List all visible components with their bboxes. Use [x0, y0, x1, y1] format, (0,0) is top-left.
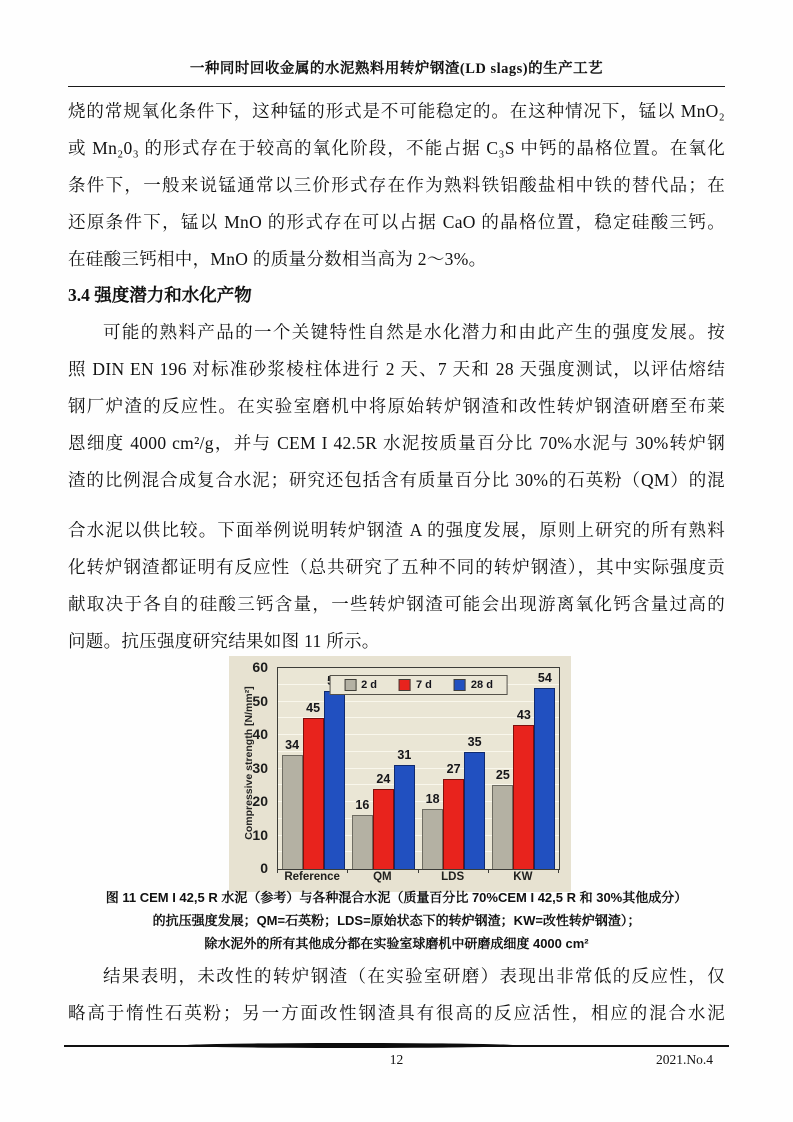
bar-value-label: 35 [467, 734, 482, 749]
x-axis-tick [347, 869, 348, 873]
x-axis-label-kw: KW [513, 871, 533, 883]
chart-legend [329, 675, 508, 695]
legend-label: 2 d [361, 679, 377, 691]
bar-value-label: 45 [306, 701, 321, 716]
figure-11-caption [40, 886, 753, 955]
bar-value-label: 18 [425, 791, 440, 806]
x-axis-label-reference: Reference [284, 871, 340, 883]
bar-slot [352, 668, 373, 869]
y-axis-title: Compressive strength [N/mm²] [243, 686, 255, 840]
y-axis-tick-label: 0 [260, 860, 268, 876]
bar-28d-qm [394, 765, 415, 869]
page-number: 12 [389, 1052, 404, 1067]
legend-entry [344, 679, 377, 691]
text-line: 合水泥以供比较。下面举例说明转炉钢渣 A 的强度发展，原则上研究的所有熟料 [68, 520, 725, 540]
x-axis-label-lds: LDS [441, 871, 465, 883]
text-line: 化转炉钢渣都证明有反应性（总共研究了五种不同的转炉钢渣），其中实际强度贡 [68, 557, 725, 577]
bar-2d-lds [422, 809, 443, 869]
x-axis-label-qm: QM [373, 871, 392, 883]
bar-slot [513, 668, 534, 869]
legend-swatch-icon [399, 679, 411, 691]
paragraph-manganese [68, 93, 725, 278]
bar-slot [464, 668, 485, 869]
y-axis-tick-labels [229, 659, 273, 876]
text-line: 恩细度 4000 cm²/g，并与 CEM I 42.5R 水泥按质量百分比 70%水泥与 30%转炉钢 [68, 433, 725, 453]
bar-28d-lds [464, 752, 485, 869]
bar-2d-kw [492, 785, 513, 869]
issue-number: 2021.No.4 [656, 1052, 713, 1067]
bar-value-label: 24 [376, 771, 391, 786]
bar-slot [303, 668, 324, 869]
bar-7d-kw [513, 725, 534, 869]
bar-group-kw [489, 668, 559, 869]
text-line: 可能的熟料产品的一个关键特性自然是水化潜力和由此产生的强度发展。按 [103, 322, 725, 342]
y-axis-tick-label: 40 [252, 726, 268, 743]
bar-7d-reference [303, 718, 324, 869]
x-axis-tick [488, 869, 489, 873]
bar-slot [443, 668, 464, 869]
text-line: 的抗压强度发展；QM=石英粉；LDS=原始状态下的转炉钢渣；KW=改性转炉钢渣）； [152, 913, 641, 928]
x-axis-tick [277, 869, 278, 873]
bar-group-reference [278, 668, 348, 869]
text-line: 问题。抗压强度研究结果如图 11 所示。 [68, 631, 380, 651]
figure-11-bar-chart [229, 656, 571, 892]
bar-value-label: 25 [495, 768, 510, 783]
bar-value-label: 16 [355, 798, 370, 813]
text-line: 渣的比例混合成复合水泥；研究还包括含有质量百分比 30%的石英粉（QM）的混 [68, 470, 725, 490]
footer [68, 1052, 725, 1072]
legend-swatch-icon [344, 679, 356, 691]
bar-slot [394, 668, 415, 869]
legend-label: 28 d [470, 679, 493, 691]
bar-slot [282, 668, 303, 869]
running-head-title: 一种同时回收金属的水泥熟料用转炉钢渣(LD slags)的生产工艺 [189, 61, 604, 77]
text-line: 除水泥外的所有其他成分都在实验室球磨机中研磨成细度 4000 cm² [204, 936, 589, 951]
text-line: 钢厂炉渣的反应性。在实验室磨机中将原始转炉钢渣和改性转炉钢渣研磨至布莱 [68, 396, 725, 416]
text-line: 图 11 CEM I 42,5 R 水泥（参考）与各种混合水泥（质量百分比 70%CEM I 42,5 R 和 30%其他成分） [105, 890, 688, 905]
text-line: 还原条件下，锰以 MnO 的形式存在可以占据 CaO 的晶格位置，稳定硅酸三钙。 [68, 212, 725, 232]
y-axis-tick-label: 20 [252, 793, 268, 810]
text-line: 烧的常规氧化条件下，这种锰的形式是不可能稳定的。在这种情况下，锰以 MnO₂ [68, 101, 725, 121]
bar-slot [373, 668, 394, 869]
x-axis-tick [558, 869, 559, 873]
legend-label: 7 d [415, 679, 432, 691]
bar-value-label: 54 [537, 671, 552, 686]
bar-groups [278, 668, 559, 869]
bar-7d-lds [443, 779, 464, 869]
y-axis-tick-label: 60 [252, 659, 268, 675]
x-axis-tick [418, 869, 419, 873]
paragraph-strength-part2 [68, 512, 725, 660]
bar-slot [492, 668, 513, 869]
bar-7d-qm [373, 789, 394, 869]
bar-value-label: 31 [397, 748, 412, 763]
y-axis-tick-label: 30 [252, 759, 268, 776]
text-line: 结果表明，未改性的转炉钢渣（在实验室研磨）表现出非常低的反应性，仅 [103, 966, 725, 986]
bar-value-label: 34 [285, 738, 300, 753]
text-line: 照 DIN EN 196 对标准砂浆棱柱体进行 2 天、7 天和 28 天强度测试，以评估熔结 [68, 359, 725, 379]
footer-divider [64, 1042, 729, 1049]
legend-entry [399, 679, 432, 691]
text-line: 在硅酸三钙相中，MnO 的质量分数相当高为 2～3%。 [68, 249, 487, 269]
text-line: 略高于惰性石英粉；另一方面改性钢渣具有很高的反应活性，相应的混合水泥 [68, 1003, 725, 1023]
bar-2d-qm [352, 815, 373, 869]
text-line: 或 Mn₂0₃ 的形式存在于较高的氧化阶段，不能占据 C₃S 中钙的晶格位置。在氧化 [68, 138, 725, 158]
section-heading-3-4: 3.4 强度潜力和水化产物 [68, 285, 252, 305]
plot-area [277, 667, 560, 870]
bar-28d-reference [324, 691, 345, 869]
y-axis-tick-label: 50 [252, 692, 268, 709]
text-line: 献取决于各自的硅酸三钙含量，一些转炉钢渣可能会出现游离氧化钙含量过高的 [68, 594, 725, 614]
bar-value-label: 27 [446, 761, 461, 776]
bar-28d-kw [534, 688, 555, 869]
bar-group-qm [348, 668, 418, 869]
bar-slot [324, 668, 345, 869]
bar-slot [422, 668, 443, 869]
header-divider [68, 86, 725, 87]
legend-swatch-icon [454, 679, 466, 691]
bar-group-lds [419, 668, 489, 869]
text-line: 条件下，一般来说锰通常以三价形式存在作为熟料铁铝酸盐相中铁的替代品；在 [68, 175, 725, 195]
bar-2d-reference [282, 755, 303, 869]
paragraph-strength-part1 [68, 314, 725, 499]
legend-entry [454, 679, 493, 691]
y-axis-tick-label: 10 [252, 826, 268, 843]
bar-slot [534, 668, 555, 869]
paragraph-results [68, 958, 725, 1032]
bar-value-label: 43 [516, 707, 531, 722]
